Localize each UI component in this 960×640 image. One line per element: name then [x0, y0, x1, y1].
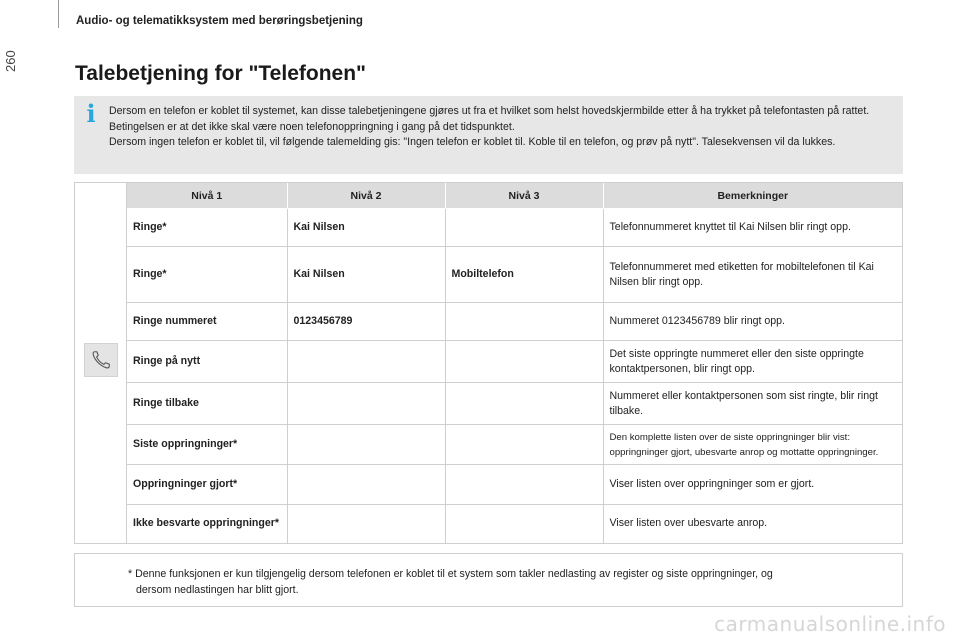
table-row: [127, 303, 902, 341]
cell-level-2: [287, 465, 445, 505]
header-level-3: Nivå 3: [445, 183, 603, 209]
cell-level-2: [287, 341, 445, 383]
header-level-2: Nivå 2: [287, 183, 445, 209]
table-row: [127, 383, 902, 425]
cell-level-2: 0123456789: [287, 303, 445, 341]
cell-level-1: Siste oppringninger*: [127, 425, 287, 465]
cell-level-3: [445, 341, 603, 383]
info-text: [109, 104, 889, 151]
cell-level-3: [445, 465, 603, 505]
cell-level-1: Ringe tilbake: [127, 383, 287, 425]
cell-remark: Telefonnummeret med etiketten for mobiltelefonen til Kai Nilsen blir ringt opp.: [603, 247, 902, 303]
cell-level-1: Ringe*: [127, 247, 287, 303]
footnote-box: [74, 553, 903, 607]
cell-level-3: [445, 303, 603, 341]
table-row: [127, 465, 902, 505]
table-row: [127, 505, 902, 543]
table-row: [127, 247, 902, 303]
cell-level-2: [287, 425, 445, 465]
icon-column: [75, 183, 127, 543]
section-header: Audio- og telematikksystem med berøringsbetjening: [76, 15, 363, 27]
phone-icon: [84, 343, 118, 377]
footnote-line-1: * Denne funksjonen er kun tilgjengelig dersom telefonen er koblet til et system som takler nedlasting av register og siste oppringninger, og: [128, 568, 773, 580]
cell-level-1: Ringe*: [127, 209, 287, 247]
cell-level-1: Ikke besvarte oppringninger*: [127, 505, 287, 543]
cell-level-3: [445, 425, 603, 465]
watermark: carmanualsonline.info: [714, 612, 946, 636]
cell-level-3: [445, 383, 603, 425]
cell-level-2: Kai Nilsen: [287, 247, 445, 303]
cell-level-3: [445, 209, 603, 247]
cell-remark: Telefonnummeret knyttet til Kai Nilsen blir ringt opp.: [603, 209, 902, 247]
cell-level-3: [445, 505, 603, 543]
info-paragraph-2: Dersom ingen telefon er koblet til, vil følgende talemelding gis: "Ingen telefon er koblet til. Koble til en telefon, og prøv på nytt". Talesekvensen vil da lukkes.: [109, 136, 836, 148]
table-row: [127, 341, 902, 383]
cell-remark: Viser listen over ubesvarte anrop.: [609, 517, 768, 530]
cell-level-2: [287, 505, 445, 543]
cell-remark: Nummeret 0123456789 blir ringt opp.: [603, 303, 902, 341]
cell-level-2: Kai Nilsen: [287, 209, 445, 247]
table-row: [127, 209, 902, 247]
margin-rule: [58, 0, 59, 28]
table-header-row: [127, 183, 902, 209]
commands-table: [127, 183, 902, 543]
info-paragraph-1: Dersom en telefon er koblet til systemet, kan disse talebetjeningene gjøres ut fra et hvilket som helst hovedskjermbilde etter å ha trykket på telefontasten på rattet. Betingelsen er at det ikke skal være noen telefonoppringning i gang på det tidspunktet.: [109, 105, 870, 133]
cell-remark: Det siste oppringte nummeret eller den siste oppringte kontaktpersonen, blir ringt opp.: [603, 341, 902, 383]
page-title: Talebetjening for "Telefonen": [75, 62, 366, 85]
cell-remark: Den komplette listen over de siste oppringninger blir vist: oppringninger gjort, ubesvarte anrop og mottatte oppringninger.: [603, 425, 902, 465]
info-icon: i: [86, 99, 96, 128]
page-number: 260: [3, 50, 18, 72]
commands-table-frame: [74, 182, 903, 544]
table-row: [127, 425, 902, 465]
cell-level-1: Ringe på nytt: [127, 341, 287, 383]
cell-level-1: Oppringninger gjort*: [127, 465, 287, 505]
cell-remark: Viser listen over oppringninger som er gjort.: [603, 465, 902, 505]
cell-level-2: [287, 383, 445, 425]
info-box: [74, 96, 903, 174]
footnote-line-2: dersom nedlastingen har blitt gjort.: [136, 584, 299, 596]
footnote: [128, 566, 888, 598]
cell-level-3: Mobiltelefon: [445, 247, 603, 303]
header-remarks: Bemerkninger: [603, 183, 902, 209]
cell-level-1: Ringe nummeret: [127, 303, 287, 341]
header-level-1: Nivå 1: [127, 183, 287, 209]
cell-remark: Nummeret eller kontaktpersonen som sist ringte, blir ringt tilbake.: [603, 383, 902, 425]
